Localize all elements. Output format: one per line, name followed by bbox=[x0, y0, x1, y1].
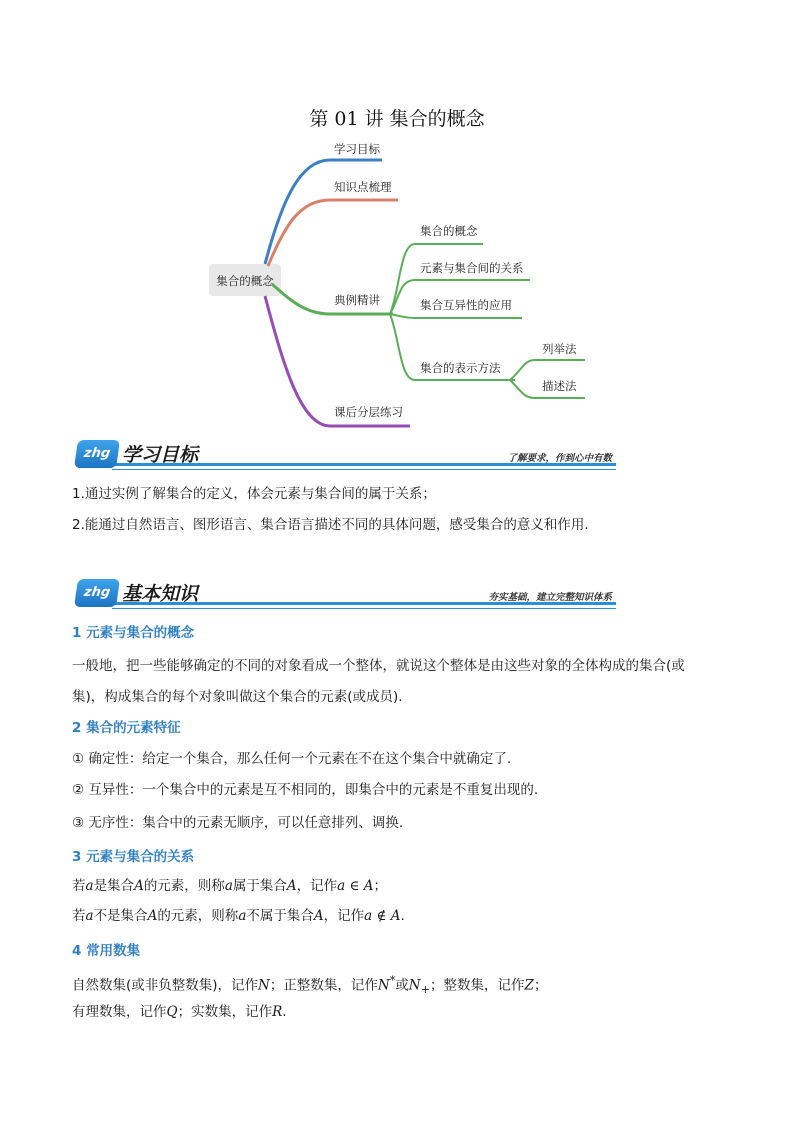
subheading-2: 2 集合的元素特征 bbox=[72, 720, 181, 736]
relation-line-1 bbox=[72, 876, 722, 896]
math-var: A bbox=[147, 908, 158, 924]
math-var: N bbox=[408, 977, 421, 994]
text: 属于集合 bbox=[232, 878, 287, 894]
math-var: A bbox=[134, 878, 144, 894]
zhg-badge: zhg bbox=[74, 440, 120, 468]
text: ； bbox=[373, 878, 387, 894]
math-sup: * bbox=[389, 974, 396, 987]
text: 是集合 bbox=[93, 878, 135, 894]
text: ； bbox=[533, 977, 548, 994]
text: . bbox=[282, 1004, 287, 1020]
feature-item-1: ① 确定性：给定一个集合，那么任何一个元素在不在这个集合中就确定了. bbox=[72, 751, 512, 767]
definition-paragraph: 一般地，把一些能够确定的不同的对象看成一个整体，就说这个整体是由这些对象的全体构成的集合(或集)，构成集合的每个对象叫做这个集合的元素(或成员). bbox=[72, 658, 685, 705]
text: 不属于集合 bbox=[246, 908, 314, 924]
section-heading: 基本知识 bbox=[122, 583, 199, 605]
subheading-3: 3 元素与集合的关系 bbox=[72, 849, 195, 865]
goal-line-1: 1.通过实例了解集合的定义，体会元素与集合间的属于关系； bbox=[72, 486, 436, 502]
mindmap-label-practice: 课后分层练习 bbox=[334, 405, 403, 419]
text: 或 bbox=[395, 977, 409, 994]
math-var: R bbox=[272, 1004, 283, 1020]
mindmap-grand-1 bbox=[510, 360, 585, 380]
math-var: a bbox=[85, 908, 94, 924]
math-var: a bbox=[238, 908, 247, 924]
number-sets-line-2 bbox=[72, 1002, 722, 1022]
section-slogan: 夯实基础，建立完整知识体系 bbox=[488, 592, 612, 603]
goal-line-2: 2.能通过自然语言、图形语言、集合语言描述不同的具体问题，感受集合的意义和作用. bbox=[72, 517, 589, 533]
text: ；整数集，记作 bbox=[430, 977, 525, 994]
text: 不是集合 bbox=[93, 908, 148, 924]
mindmap-sub-label-4: 集合的表示方法 bbox=[420, 361, 501, 375]
mindmap-label-examples: 典例精讲 bbox=[334, 293, 380, 307]
mindmap-branch-red bbox=[268, 200, 398, 266]
text: 的元素，则称 bbox=[143, 878, 225, 894]
mindmap-sub-label-1: 集合的概念 bbox=[420, 224, 478, 238]
section-heading: 学习目标 bbox=[122, 444, 199, 466]
math-var: N bbox=[377, 977, 390, 994]
text: 自然数集(或非负整数集)，记作 bbox=[72, 977, 259, 994]
mindmap-sub-label-3: 集合互异性的应用 bbox=[420, 298, 512, 312]
math-expression: a ∉ A bbox=[364, 908, 401, 924]
feature-item-3: ③ 无序性：集合中的元素无顺序，可以任意排列、调换. bbox=[72, 815, 404, 831]
mindmap-root-label: 集合的概念 bbox=[216, 274, 274, 288]
math-var: Q bbox=[166, 1004, 178, 1020]
text: ；实数集，记作 bbox=[177, 1004, 273, 1020]
text: . bbox=[400, 908, 405, 924]
mindmap-label-knowledge: 知识点梳理 bbox=[334, 180, 392, 194]
page-title: 第 01 讲 集合的概念 bbox=[309, 108, 485, 130]
subheading-1: 1 元素与集合的概念 bbox=[72, 625, 195, 641]
zhg-badge: zhg bbox=[74, 579, 120, 607]
mindmap-grand-label-2: 描述法 bbox=[542, 379, 577, 393]
mindmap-grand-label-1: 列举法 bbox=[542, 342, 577, 356]
subheading-4: 4 常用数集 bbox=[72, 943, 141, 959]
math-sub: + bbox=[420, 983, 431, 997]
banner-rule-thin bbox=[112, 608, 616, 609]
mind-map bbox=[0, 0, 794, 440]
number-sets-line-1 bbox=[72, 971, 722, 1000]
text: 若 bbox=[72, 908, 86, 924]
math-var: a bbox=[224, 878, 233, 894]
math-var: A bbox=[313, 908, 324, 924]
math-var: Z bbox=[524, 977, 534, 994]
text: ，记作 bbox=[323, 908, 365, 924]
mindmap-branch-blue bbox=[265, 160, 382, 264]
text: 的元素，则称 bbox=[157, 908, 239, 924]
mindmap-sub-label-2: 元素与集合间的关系 bbox=[420, 261, 524, 275]
relation-line-2 bbox=[72, 906, 722, 926]
math-var: a bbox=[85, 878, 94, 894]
text: 有理数集，记作 bbox=[72, 1004, 167, 1020]
text: 若 bbox=[72, 878, 86, 894]
section-banner-goals bbox=[76, 436, 616, 472]
math-var: N bbox=[258, 977, 270, 994]
math-expression: a ∈ A bbox=[337, 878, 374, 894]
text: ，记作 bbox=[296, 878, 338, 894]
section-slogan: 了解要求，作到心中有数 bbox=[507, 453, 612, 464]
mindmap-label-goals: 学习目标 bbox=[334, 142, 380, 156]
mindmap-sub-3 bbox=[390, 314, 522, 318]
section-banner-basics bbox=[76, 575, 616, 611]
text: ；正整数集，记作 bbox=[269, 977, 378, 994]
feature-item-2: ② 互异性：一个集合中的元素是互不相同的，即集合中的元素是不重复出现的. bbox=[72, 782, 539, 798]
math-var: A bbox=[286, 878, 297, 894]
banner-rule-thin bbox=[112, 469, 616, 470]
